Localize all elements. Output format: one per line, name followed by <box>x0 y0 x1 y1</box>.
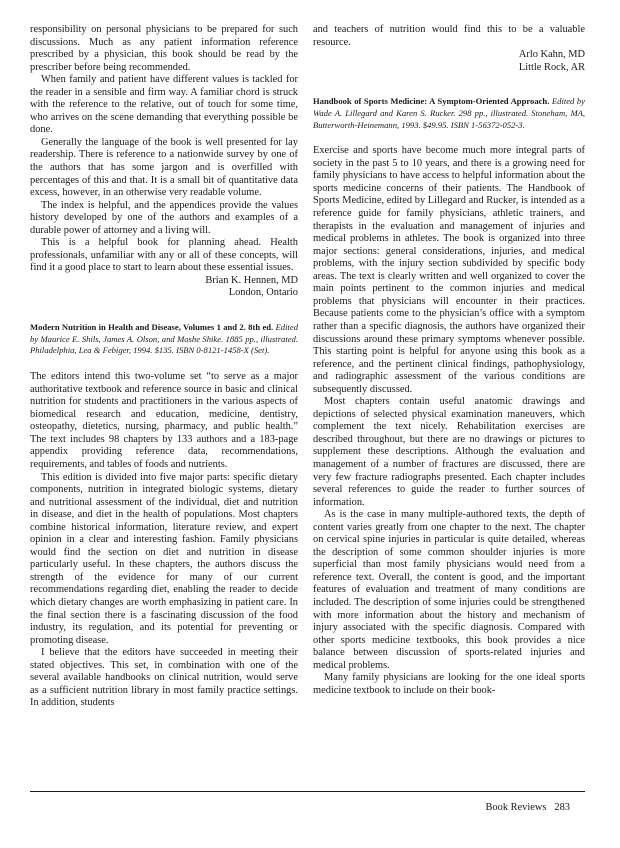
paragraph: This edition is divided into five major parts: specific dietary components, nutrition in integrated biologic systems, dietary and nutritional assessment of the individual, diet and nutrition in disease, and diet in the health of populations. Most chapters combine historical information, literature review, and expert opinion in a clear and interesting fashion. Family physicians would find the section on diet and nutrition in disease particularly useful. In these chapters, the authors discuss the strength of the evidence for many of our current recommendations regarding diet, enabling the reader to decide which dietary changes are worth emphasizing in patient care. In the final section there is a fascinating discussion of the food industry, its regulation, and its potential for preventing or promoting disease. <box>30 471 298 646</box>
reviewer-location: Little Rock, AR <box>518 61 585 73</box>
book-title: Modern Nutrition in Health and Disease, Volumes 1 and 2. 8th ed. <box>30 322 274 333</box>
paragraph: responsibility on personal physicians to be prepared for such discussions. Much as any patient information reference prescribed by a physician, this book should be read by the prescriber before being recommended. <box>30 24 298 73</box>
footer-section: Book Reviews <box>485 802 547 813</box>
paragraph: I believe that the editors have succeeded in meeting their stated objectives. This set, in combination with one of the several available handbooks on clinical nutrition, would serve as a sufficient nutrition library in most family practice settings. In addition, students <box>30 647 298 709</box>
right-column <box>313 24 585 697</box>
reviewer-location: London, Ontario <box>228 287 298 299</box>
left-column <box>30 24 298 710</box>
book-citation: Edited by Wade A. Lillegard and Karen S. Rucker. 298 pp., illustrated. Stoneham, MA, Butterworth-Heinemann, 1993. $49.95. ISBN 1-56372-052-3. <box>313 96 586 130</box>
reviewer-name: Arlo Kahn, MD <box>518 49 585 61</box>
book-title: Handbook of Sports Medicine: A Symptom-Oriented Approach. <box>313 96 550 107</box>
page-footer <box>478 802 571 813</box>
review-header <box>313 96 585 131</box>
paragraph: When family and patient have different values is tackled for the reader in a sensible and firm way. A familiar chord is struck with the reference to the relative, out of touch for some time, who arrives on the scene demanding that everything possible be done. <box>30 74 298 136</box>
paragraph: As is the case in many multiple-authored texts, the depth of content varies greatly from one chapter to the next. The chapter on cervical spine injuries in particular is quite detailed, whereas the description of some common shoulder injuries is more superficial than most family physicians would need from a reference text. Overall, the content is good, and the important features of evaluation and treatment of many conditions are included. The description of some injuries could be strengthened with more information about the history and mechanism of injury associated with the specific diagnosis. Compared with other sports medicine textbooks, this book provides a nice balance between discussion of sports-related injuries and medical problems. <box>313 509 585 671</box>
paragraph: The index is helpful, and the appendices provide the values history developed by one of the authors and examples of a durable power of attorney and a living will. <box>30 199 298 236</box>
paragraph: The editors intend this two-volume set “to serve as a major authoritative textbook and reference source in basic and clinical nutrition for students and practitioners in the various aspects of biomedical research and education, medicine, dentistry, osteopathy, dietetics, nursing, pharmacy, and public health.” The text includes 98 chapters by 133 authors and a 183-page appendix providing reference data, recommendations, requirements, and tables of foods and nutrients. <box>30 371 298 470</box>
paragraph: Exercise and sports have become much more integral parts of society in the past 5 to 10 years, and there is a growing need for family physicians to have access to helpful information about the sports medicine concerns of their patients. The Handbook of Sports Medicine, edited by Lillegard and Rucker, is intended as a reference guide for family physicians, athletic trainers, and therapists in the evaluation and management of injuries and medical problems in athletes. The book is organized into three major sections: general considerations, injuries, and medical problems, with the injury section subdivided by specific body areas. The text is clearly written and well organized to cover the main points pertinent to the common injuries and medical problems that physicians will encounter in their practices. Because patients come to the physician’s office with a symptom rather than a specific diagnosis, the authors have organized their discussions around these primary symptoms whenever possible. This starting point is helpful for anyone using this book as a reference, and the pertinent clinical findings, pathophysiology, and radiographic assessment of the various conditions are subsequently discussed. <box>313 145 585 395</box>
book-citation: Edited by Maurice E. Shils, James A. Olson, and Moshe Shike. 1885 pp., illustrated. Philadelphia, Lea & Febiger, 1994. $135. ISBN 0-8121-1458-X (Set). <box>30 322 298 356</box>
page-number: 283 <box>554 802 570 813</box>
paragraph: This is a helpful book for planning ahead. Health professionals, unfamiliar with any or all of these concepts, will find it a good place to start to learn about these essential issues. <box>30 237 298 274</box>
paragraph: Many family physicians are looking for the one ideal sports medicine textbook to include on their book- <box>313 672 585 696</box>
reviewer-name: Brian K. Hennen, MD <box>205 274 298 286</box>
paragraph: Most chapters contain useful anatomic drawings and depictions of selected physical examination maneuvers, which complement the text nicely. Rehabilitation exercises are described throughout, but there are no drawings or pictures to supplement these descriptions. Although the evaluation and management of a number of fractures are discussed, there are very few fracture radiographs presented. Each chapter includes several references to guide the reader to further sources of information. <box>313 396 585 508</box>
review-header <box>30 322 298 357</box>
paragraph: Generally the language of the book is well presented for lay readership. There is reference to a nationwide survey by one of the authors that has some jargon and is overfilled with percentages of this and that. It is a small bit of quantitative data excess, however, in an otherwise very readable volume. <box>30 136 298 199</box>
paragraph: and teachers of nutrition would find this to be a valuable resource. <box>313 24 585 48</box>
footer-rule <box>30 791 585 792</box>
